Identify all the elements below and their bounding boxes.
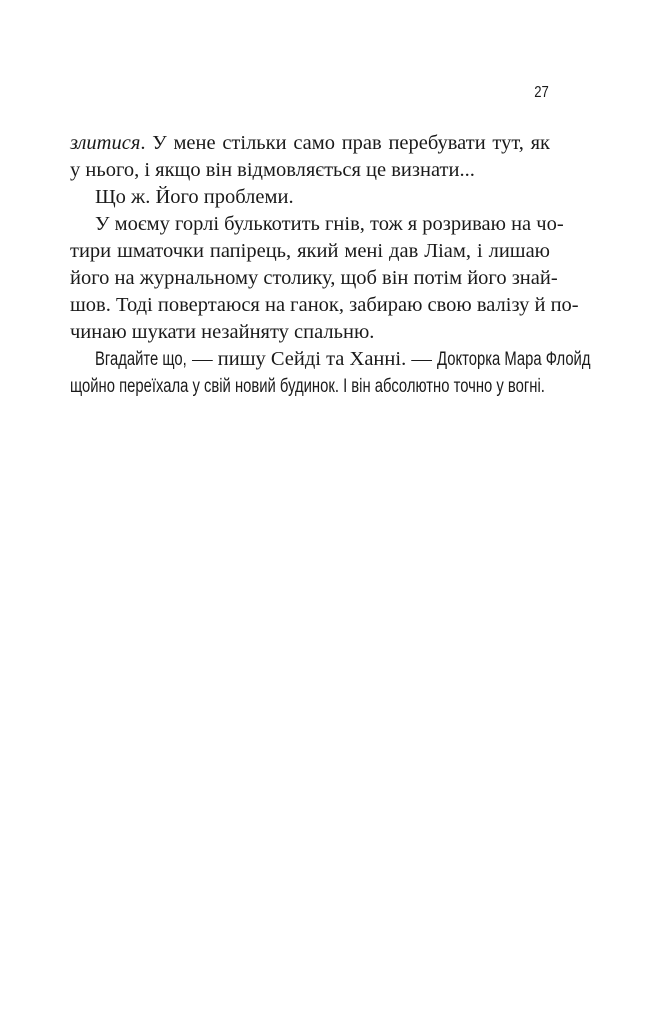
text-message: Докторка Мара Флойд xyxy=(436,349,591,370)
message-line xyxy=(70,373,550,400)
message-line xyxy=(70,346,591,373)
text-span: . У мене стільки само прав перебувати тут, як xyxy=(140,132,550,154)
text-line xyxy=(70,130,550,157)
text-line: У моєму горлі булькотить гнів, тож я розриваю на чо- xyxy=(95,213,564,235)
italic-word: злитися xyxy=(70,132,141,154)
text-line: його на журнальному столику, щоб він потім його знай- xyxy=(70,267,558,289)
narration-span: — пишу Сейді та Ханні. — xyxy=(187,348,437,370)
text-line: Що ж. Його проблеми. xyxy=(95,186,294,208)
text-line: тири шматочки папірець, який мені дав Ліам, і лишаю xyxy=(70,240,550,262)
text-line: шов. Тоді повертаюся на ганок, забираю свою валізу й по- xyxy=(70,294,579,316)
page-number: 27 xyxy=(534,84,549,101)
body-text xyxy=(70,130,591,400)
text-line: чинаю шукати незайняту спальню. xyxy=(70,321,375,343)
text-line: у нього, і якщо він відмовляється це визнати... xyxy=(70,159,475,181)
text-message: Вгадайте що, xyxy=(95,349,187,370)
text-message: щойно переїхала у свій новий будинок. І він абсолютно точно у вогні. xyxy=(70,376,545,397)
